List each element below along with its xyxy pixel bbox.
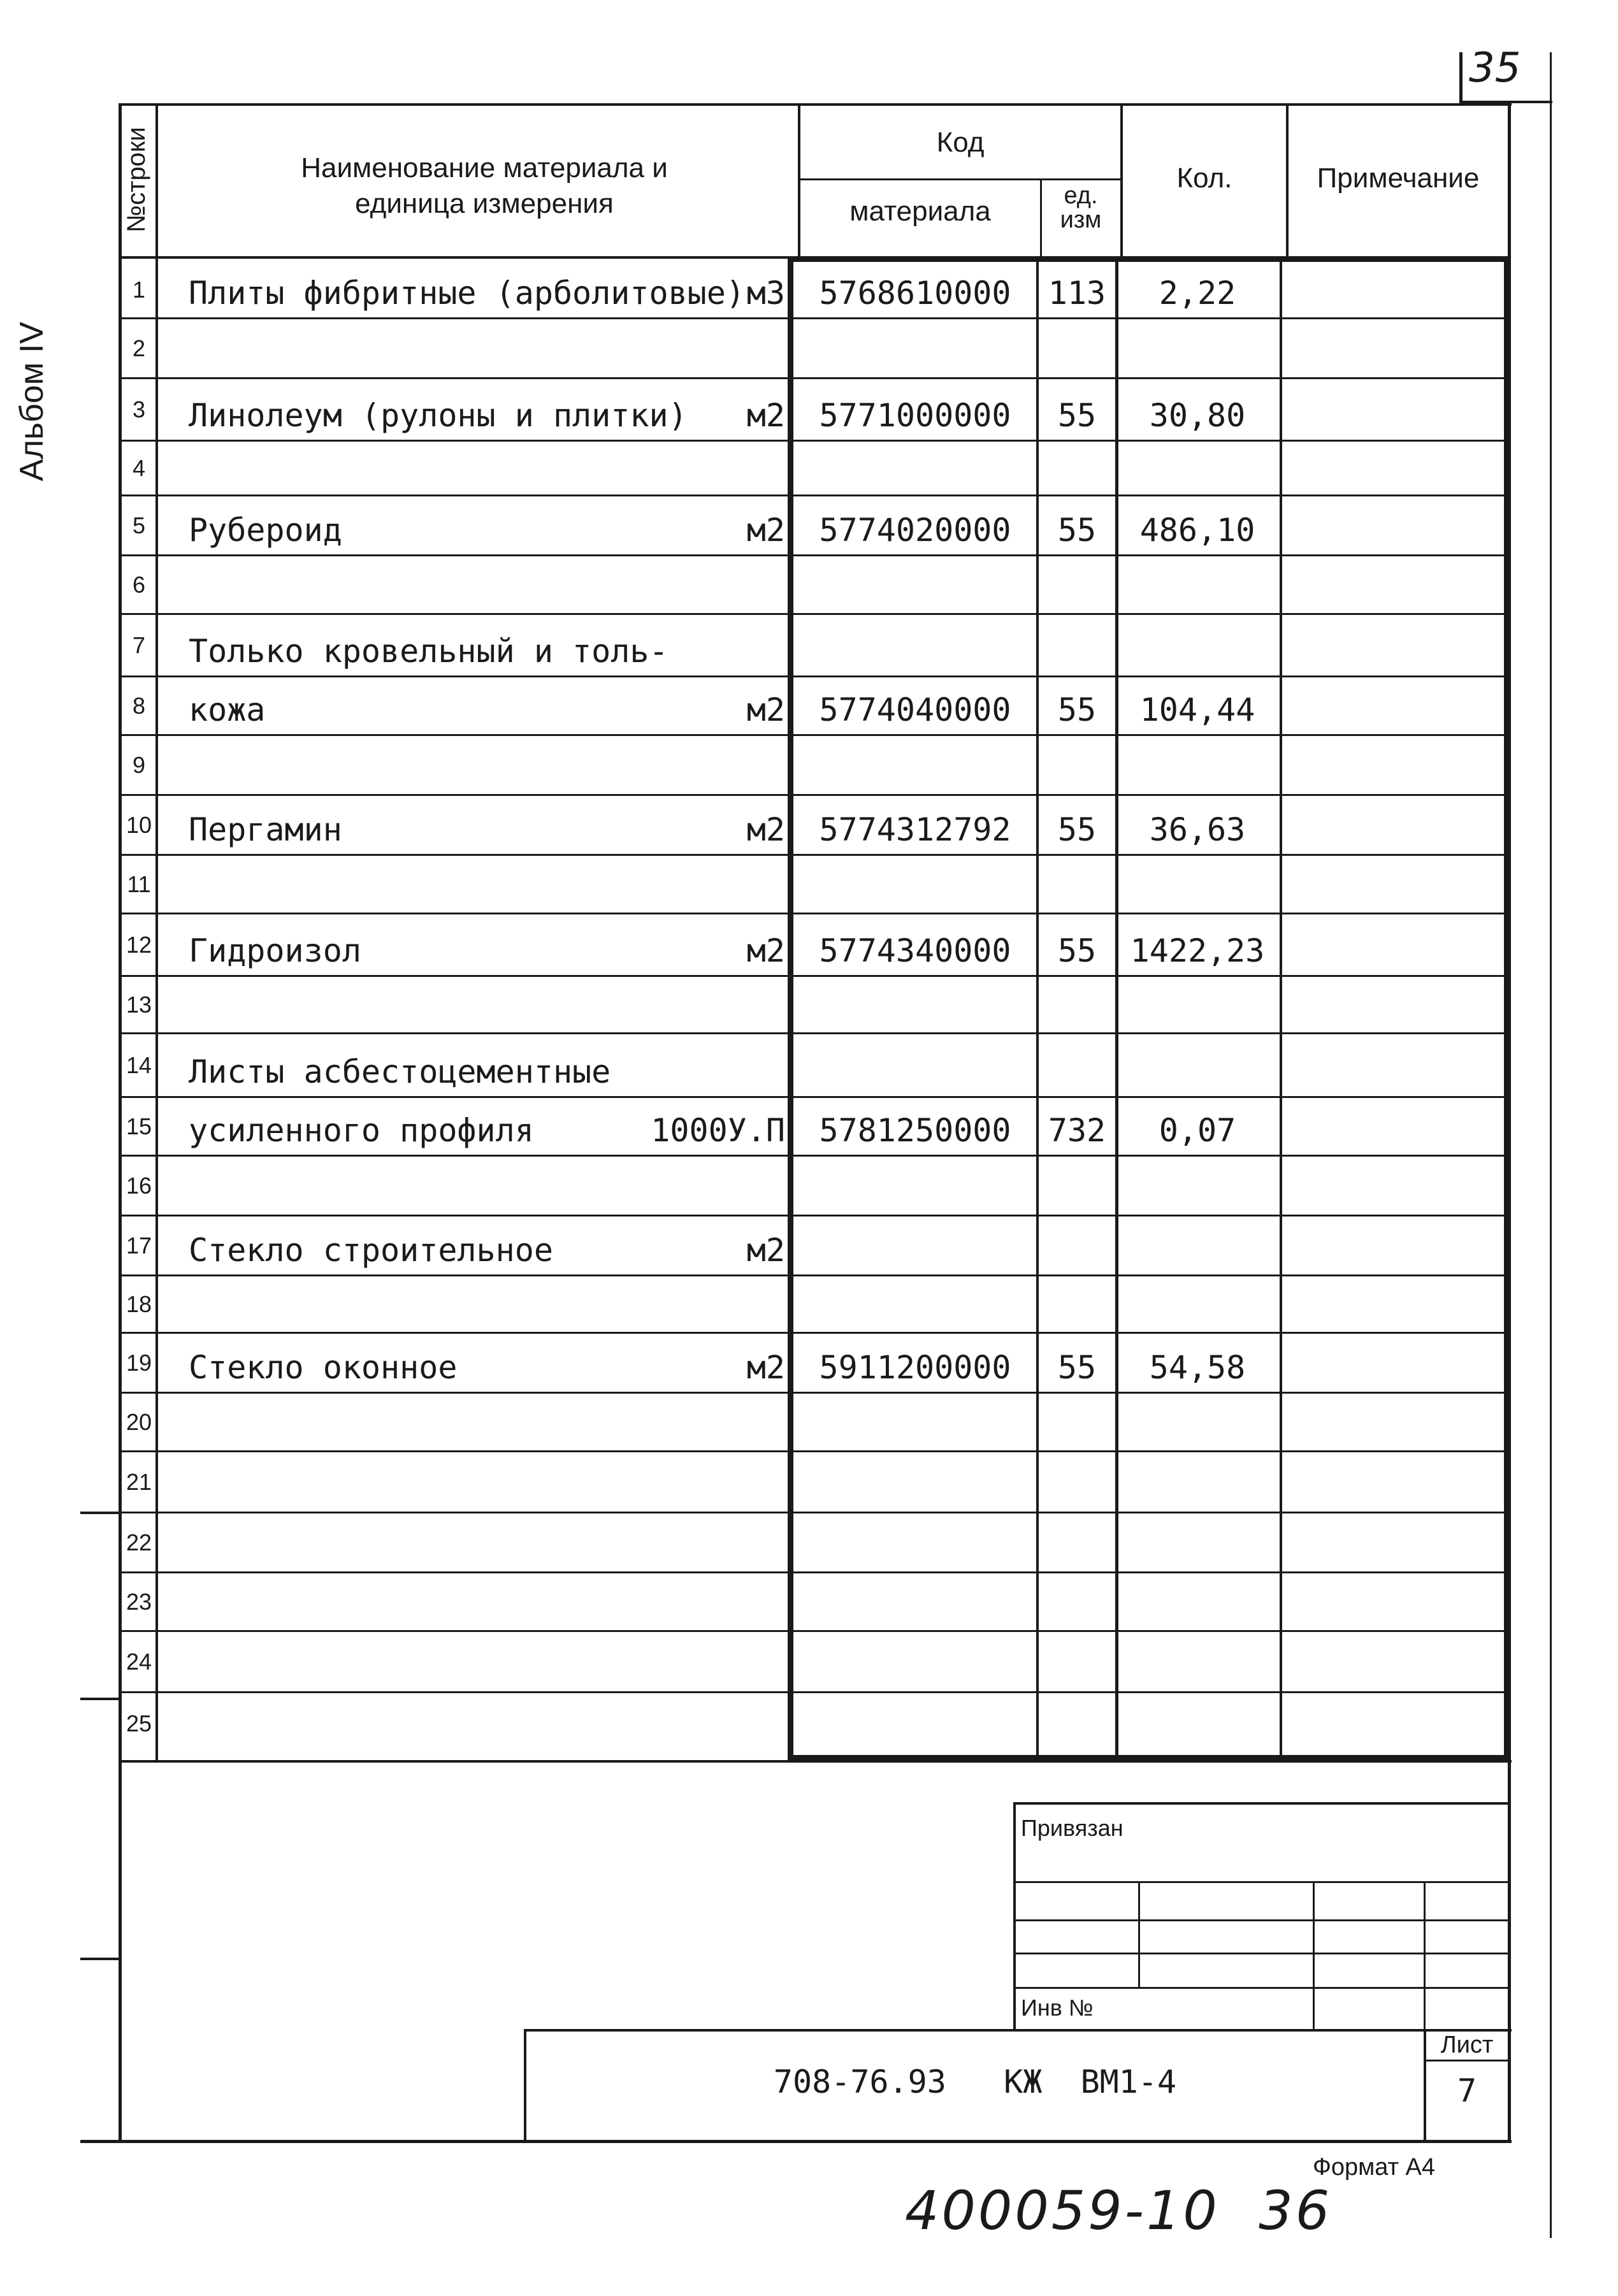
row-number: 6 bbox=[132, 572, 146, 598]
inv-no-label: Инв № bbox=[1021, 1995, 1094, 2021]
row-number: 4 bbox=[132, 455, 146, 481]
row-qty: 30,80 bbox=[1149, 397, 1246, 434]
row-code: 5911200000 bbox=[819, 1349, 1011, 1386]
row-number: 21 bbox=[126, 1469, 152, 1495]
row-number: 22 bbox=[126, 1529, 152, 1556]
row-number: 25 bbox=[126, 1710, 152, 1736]
row-uom: 55 bbox=[1057, 512, 1097, 549]
row-number: 23 bbox=[126, 1589, 152, 1615]
header-row-no: №строки bbox=[122, 127, 150, 233]
header-code: Код bbox=[936, 127, 985, 158]
row-number: 3 bbox=[132, 396, 146, 422]
row-qty: 2,22 bbox=[1159, 275, 1236, 312]
row-code: 5771000000 bbox=[819, 397, 1011, 434]
row-number: 9 bbox=[132, 752, 146, 778]
row-number: 24 bbox=[126, 1649, 152, 1675]
row-uom: 55 bbox=[1057, 811, 1097, 848]
row-uom: 55 bbox=[1057, 397, 1097, 434]
row-unit: м2 bbox=[746, 512, 785, 549]
header-code-unit: ед. изм bbox=[1060, 182, 1102, 233]
row-number: 14 bbox=[126, 1052, 152, 1078]
row-code: 5774340000 bbox=[819, 932, 1011, 969]
row-unit: м2 bbox=[746, 932, 785, 969]
row-name: Плиты фибритные (арболитовые) bbox=[189, 275, 745, 312]
row-qty: 0,07 bbox=[1159, 1112, 1236, 1149]
row-unit: м2 bbox=[746, 397, 785, 434]
row-number: 11 bbox=[127, 871, 151, 897]
attached-label: Привязан bbox=[1021, 1815, 1123, 1841]
row-unit: м2 bbox=[746, 1349, 785, 1386]
row-unit: м2 bbox=[746, 691, 785, 728]
sheet-label: Лист bbox=[1440, 2032, 1494, 2058]
row-qty: 1422,23 bbox=[1130, 932, 1265, 969]
row-qty: 486,10 bbox=[1139, 512, 1255, 549]
row-number: 2 bbox=[132, 335, 146, 361]
row-code: 5774312792 bbox=[819, 811, 1011, 848]
row-name: Листы асбестоцементные bbox=[189, 1053, 611, 1090]
row-number: 10 bbox=[126, 812, 152, 838]
row-number: 12 bbox=[126, 932, 152, 958]
row-number: 18 bbox=[126, 1291, 152, 1317]
row-number: 8 bbox=[132, 693, 146, 719]
row-code: 5774020000 bbox=[819, 512, 1011, 549]
header-code-material: материала bbox=[849, 196, 991, 227]
document-code: 708-76.93 КЖ ВМ1-4 bbox=[773, 2063, 1177, 2100]
row-qty: 54,58 bbox=[1149, 1349, 1246, 1386]
row-name: Линолеум (рулоны и плитки) bbox=[189, 397, 688, 434]
handwritten-number: 400059-10 36 bbox=[905, 2179, 1333, 2242]
row-name: Рубероид bbox=[189, 512, 342, 549]
sheet-number: 7 bbox=[1457, 2072, 1477, 2109]
row-unit: м3 bbox=[746, 275, 785, 312]
row-number: 1 bbox=[132, 277, 146, 303]
row-qty: 104,44 bbox=[1139, 691, 1255, 728]
row-uom: 732 bbox=[1048, 1112, 1106, 1149]
page-number: 35 bbox=[1469, 45, 1521, 92]
row-number: 20 bbox=[126, 1409, 152, 1435]
side-label: Альбом IV bbox=[13, 321, 50, 482]
row-number: 5 bbox=[132, 512, 146, 538]
row-code: 5781250000 bbox=[819, 1112, 1011, 1149]
row-uom: 55 bbox=[1057, 691, 1097, 728]
row-name: Только кровельный и толь- bbox=[189, 633, 668, 670]
header-qty: Кол. bbox=[1176, 162, 1232, 194]
row-uom: 55 bbox=[1057, 1349, 1097, 1386]
format-label: Формат А4 bbox=[1313, 2154, 1436, 2181]
row-number: 15 bbox=[126, 1113, 152, 1139]
row-name: усиленного профиля bbox=[189, 1112, 534, 1149]
row-uom: 55 bbox=[1057, 932, 1097, 969]
row-name: Стекло оконное bbox=[189, 1349, 458, 1386]
header-name: Наименование материала и единица измерения bbox=[301, 152, 668, 219]
row-unit: м2 bbox=[746, 1232, 785, 1269]
header-note: Примечание bbox=[1317, 162, 1480, 194]
row-name: кожа bbox=[189, 691, 266, 728]
row-number: 7 bbox=[132, 632, 146, 658]
row-number: 19 bbox=[126, 1350, 152, 1376]
row-number: 13 bbox=[126, 992, 152, 1018]
row-qty: 36,63 bbox=[1149, 811, 1246, 848]
row-code: 5774040000 bbox=[819, 691, 1011, 728]
row-unit: 1000У.П bbox=[651, 1112, 785, 1149]
row-number: 16 bbox=[126, 1173, 152, 1199]
row-uom: 113 bbox=[1048, 275, 1106, 312]
row-name: Гидроизол bbox=[189, 932, 361, 969]
row-number: 17 bbox=[126, 1232, 152, 1259]
row-name: Пергамин bbox=[189, 811, 342, 848]
row-unit: м2 bbox=[746, 811, 785, 848]
row-name: Стекло строительное bbox=[189, 1232, 553, 1269]
row-code: 5768610000 bbox=[819, 275, 1011, 312]
